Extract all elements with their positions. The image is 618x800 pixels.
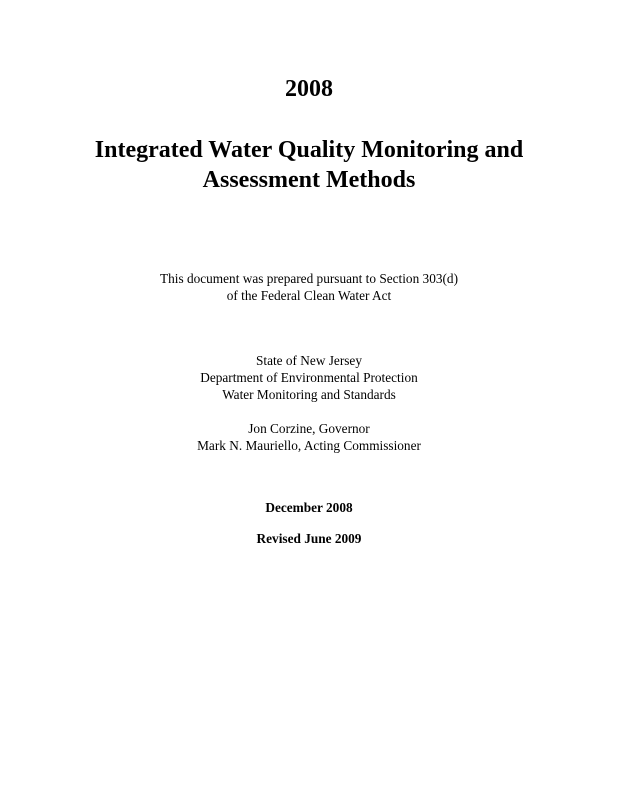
revision-date: Revised June 2009 <box>256 531 362 546</box>
agency-division: Water Monitoring and Standards <box>222 387 396 402</box>
preparation-statement <box>0 270 618 304</box>
preparation-line-1: This document was prepared pursuant to Section 303(d) <box>160 271 458 286</box>
document-title <box>0 135 618 195</box>
agency-block <box>0 352 618 403</box>
preparation-line-2: of the Federal Clean Water Act <box>226 288 392 303</box>
document-year: 2008 <box>285 76 333 102</box>
officials-block <box>0 420 618 454</box>
title-line-2: Assessment Methods <box>202 167 416 193</box>
publication-date: December 2008 <box>265 500 353 515</box>
official-governor: Jon Corzine, Governor <box>248 421 370 436</box>
title-line-1: Integrated Water Quality Monitoring and <box>94 137 524 163</box>
agency-state: State of New Jersey <box>256 353 362 368</box>
agency-department: Department of Environmental Protection <box>200 370 418 385</box>
official-commissioner: Mark N. Mauriello, Acting Commissioner <box>197 438 421 453</box>
